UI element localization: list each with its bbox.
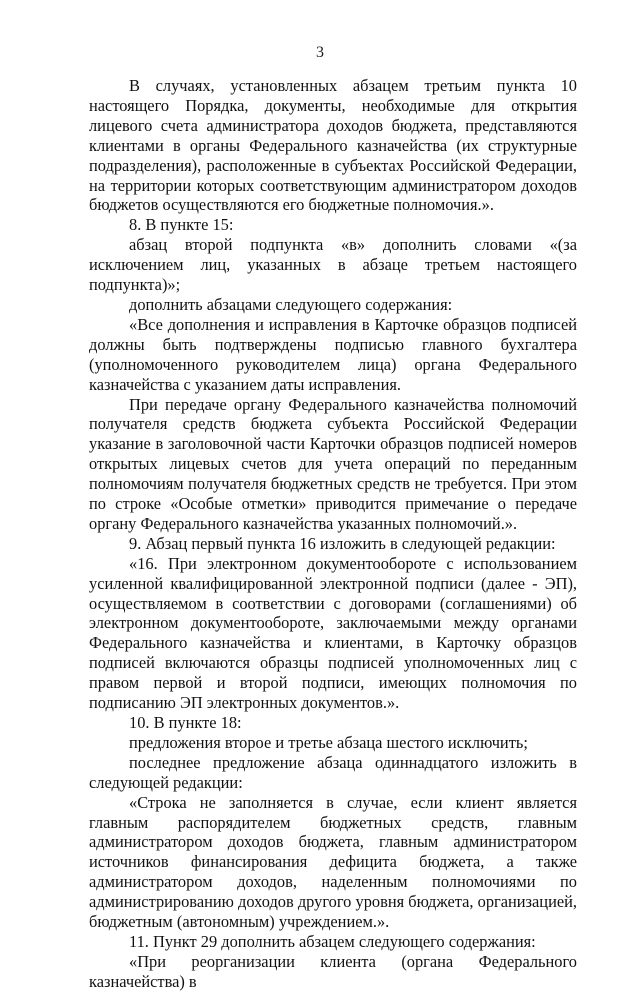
paragraph: дополнить абзацами следующего содержания: (129, 294, 453, 314)
paragraph: «При реорганизации клиента (органа Федерального казначейства) в (89, 951, 577, 991)
paragraph: 11. Пункт 29 дополнить абзацем следующего содержания: (129, 931, 536, 951)
paragraph: При передаче органу Федерального казначейства полномочий получателя средств бюджета субъекта Российской Федерации указание в заголовочной части Карточки образцов подписей номеров открытых лицевых счетов для учета операций по переданным полномочиям получателя бюджетных средств не требуется. При этом по строке «Особые отметки» приводится примечание о передаче органу Федерального казначейства указанных полномочий.». (89, 394, 577, 533)
paragraph: В случаях, установленных абзацем третьим пункта 10 настоящего Порядка, документы, необходимые для открытия лицевого счета администратора доходов бюджета, представляются клиентами в органы Федерального казначейства (их структурные подразделения), расположенные в субъектах Российской Федерации, на территории которых соответствующим администратором доходов бюджетов осуществляются его бюджетные полномочия.». (89, 76, 577, 215)
document-body (89, 76, 577, 992)
paragraph: предложения второе и третье абзаца шестого исключить; (129, 732, 528, 752)
paragraph: 9. Абзац первый пункта 16 изложить в следующей редакции: (129, 533, 556, 553)
paragraph: «Все дополнения и исправления в Карточке образцов подписей должны быть подтверждены подписью главного бухгалтера (уполномоченного руководителем лица) органа Федерального казначейства с указанием даты исправления. (89, 314, 577, 394)
paragraph: 10. В пункте 18: (129, 713, 242, 732)
paragraph: последнее предложение абзаца одиннадцатого изложить в следующей редакции: (89, 752, 577, 792)
page-number: 3 (316, 44, 324, 61)
paragraph: абзац второй подпункта «в» дополнить словами «(за исключением лиц, указанных в абзаце третьем настоящего подпункта)»; (89, 235, 577, 295)
paragraph: «16. При электронном документообороте с использованием усиленной квалифицированной электронной подписи (далее - ЭП), осуществляемом в соответствии с договорами (соглашениями) об электронном документообороте, заключаемыми между органами Федерального казначейства и клиентами, в Карточку образцов подписей включаются образцы подписей уполномоченных лиц с правом первой и второй подписи, имеющих полномочия по подписанию ЭП электронных документов.». (89, 553, 577, 713)
paragraph: «Строка не заполняется в случае, если клиент является главным распорядителем бюджетных средств, главным администратором доходов бюджета, главным администратором источников финансирования дефицита бюджета, а также администратором доходов, наделенным полномочиями по администрированию доходов другого уровня бюджета, организацией, бюджетным (автономным) учреждением.». (89, 792, 577, 932)
paragraph: 8. В пункте 15: (129, 215, 234, 235)
